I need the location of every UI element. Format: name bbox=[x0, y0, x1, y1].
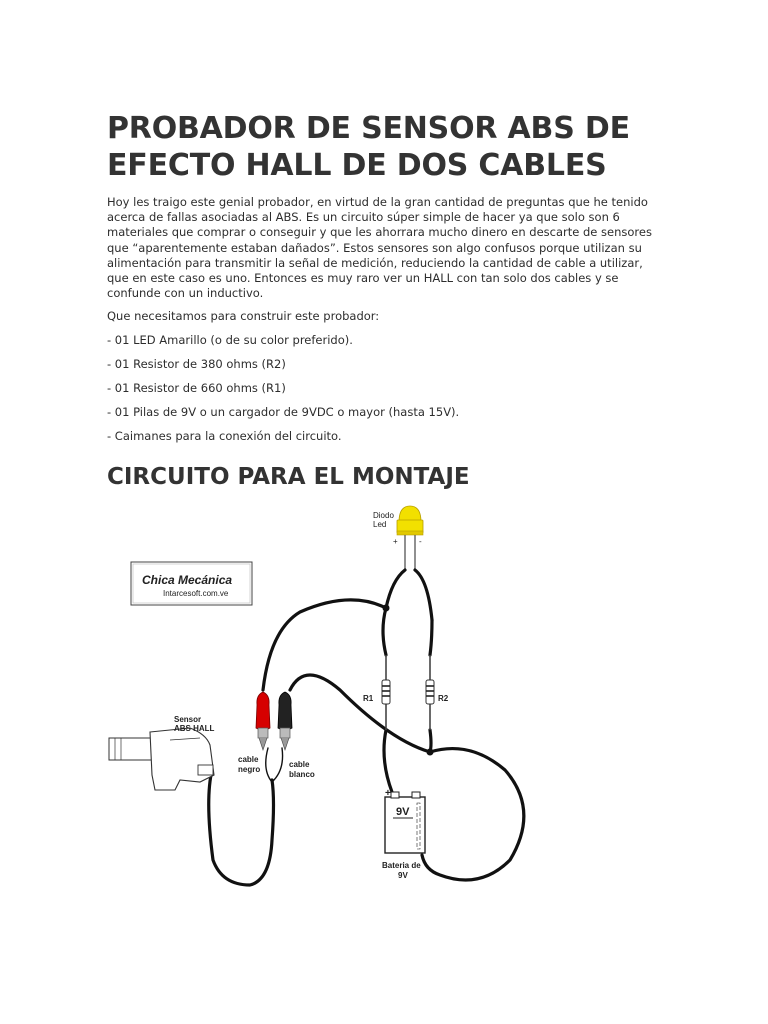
cable-blanco-label: blanco bbox=[289, 770, 315, 779]
battery-plus-label: + bbox=[385, 788, 391, 799]
battery-value: 9V bbox=[396, 806, 410, 818]
battery-label: 9V bbox=[398, 871, 408, 880]
logo-subtitle: Intarcesoft.com.ve bbox=[163, 589, 229, 598]
battery-label: Bateria de bbox=[382, 861, 421, 870]
material-item: - 01 Resistor de 380 ohms (R2) bbox=[107, 357, 286, 371]
led-label: Led bbox=[373, 520, 387, 529]
logo-box bbox=[131, 562, 252, 605]
red-clip bbox=[256, 692, 270, 750]
cable-negro-label: negro bbox=[238, 765, 261, 774]
r1-label: R1 bbox=[363, 694, 374, 703]
r2-label: R2 bbox=[438, 694, 449, 703]
section-title: CIRCUITO PARA EL MONTAJE bbox=[107, 464, 470, 490]
material-item: - 01 Resistor de 660 ohms (R1) bbox=[107, 381, 286, 395]
resistor-r1 bbox=[382, 655, 390, 730]
material-item: - 01 Pilas de 9V o un cargador de 9VDC o mayor (hasta 15V). bbox=[107, 405, 460, 419]
materials-heading: Que necesitamos para construir este probador: bbox=[107, 309, 380, 323]
logo-title: Chica Mecánica bbox=[142, 573, 233, 587]
page-title: PROBADOR DE SENSOR ABS DE EFECTO HALL DE DOS CABLES bbox=[107, 111, 630, 183]
intro-paragraph: Hoy les traigo este genial probador, en virtud de la gran cantidad de preguntas que he tenido acerca de fallas asociadas al ABS. Es un circuito súper simple de hacer ya que solo son 6 materiales que comprar o conseguir y que les ahorrara mucho dinero en descarte de sensores que “aparentemente estaban dañados”. Estos sensores son algo confusos porque utilizan su alimentación para transmitir la señal de medición, reduciendo la cantidad de cable a utilizar, que en este caso es uno. Entonces es muy raro ver un HALL con tan solo dos cables y se confunde con un inductivo. bbox=[107, 195, 652, 301]
junction-dot bbox=[383, 605, 390, 612]
junction-dot bbox=[427, 749, 434, 756]
led-label: Diodo bbox=[373, 511, 394, 520]
black-clip bbox=[278, 692, 292, 750]
material-item: - Caimanes para la conexión del circuito. bbox=[107, 429, 342, 443]
led-plus-label: + bbox=[393, 537, 398, 546]
sensor-label: Sensor bbox=[174, 715, 202, 724]
cable-negro-label: cable bbox=[238, 755, 259, 764]
material-item: - 01 LED Amarillo (o de su color preferido). bbox=[107, 333, 353, 347]
resistor-r2 bbox=[426, 655, 434, 730]
led-minus-label: - bbox=[419, 537, 422, 546]
sensor-label: ABS HALL bbox=[174, 724, 215, 733]
battery-9v bbox=[385, 792, 425, 853]
abs-hall-sensor bbox=[109, 728, 214, 790]
cable-blanco-label: cable bbox=[289, 760, 310, 769]
